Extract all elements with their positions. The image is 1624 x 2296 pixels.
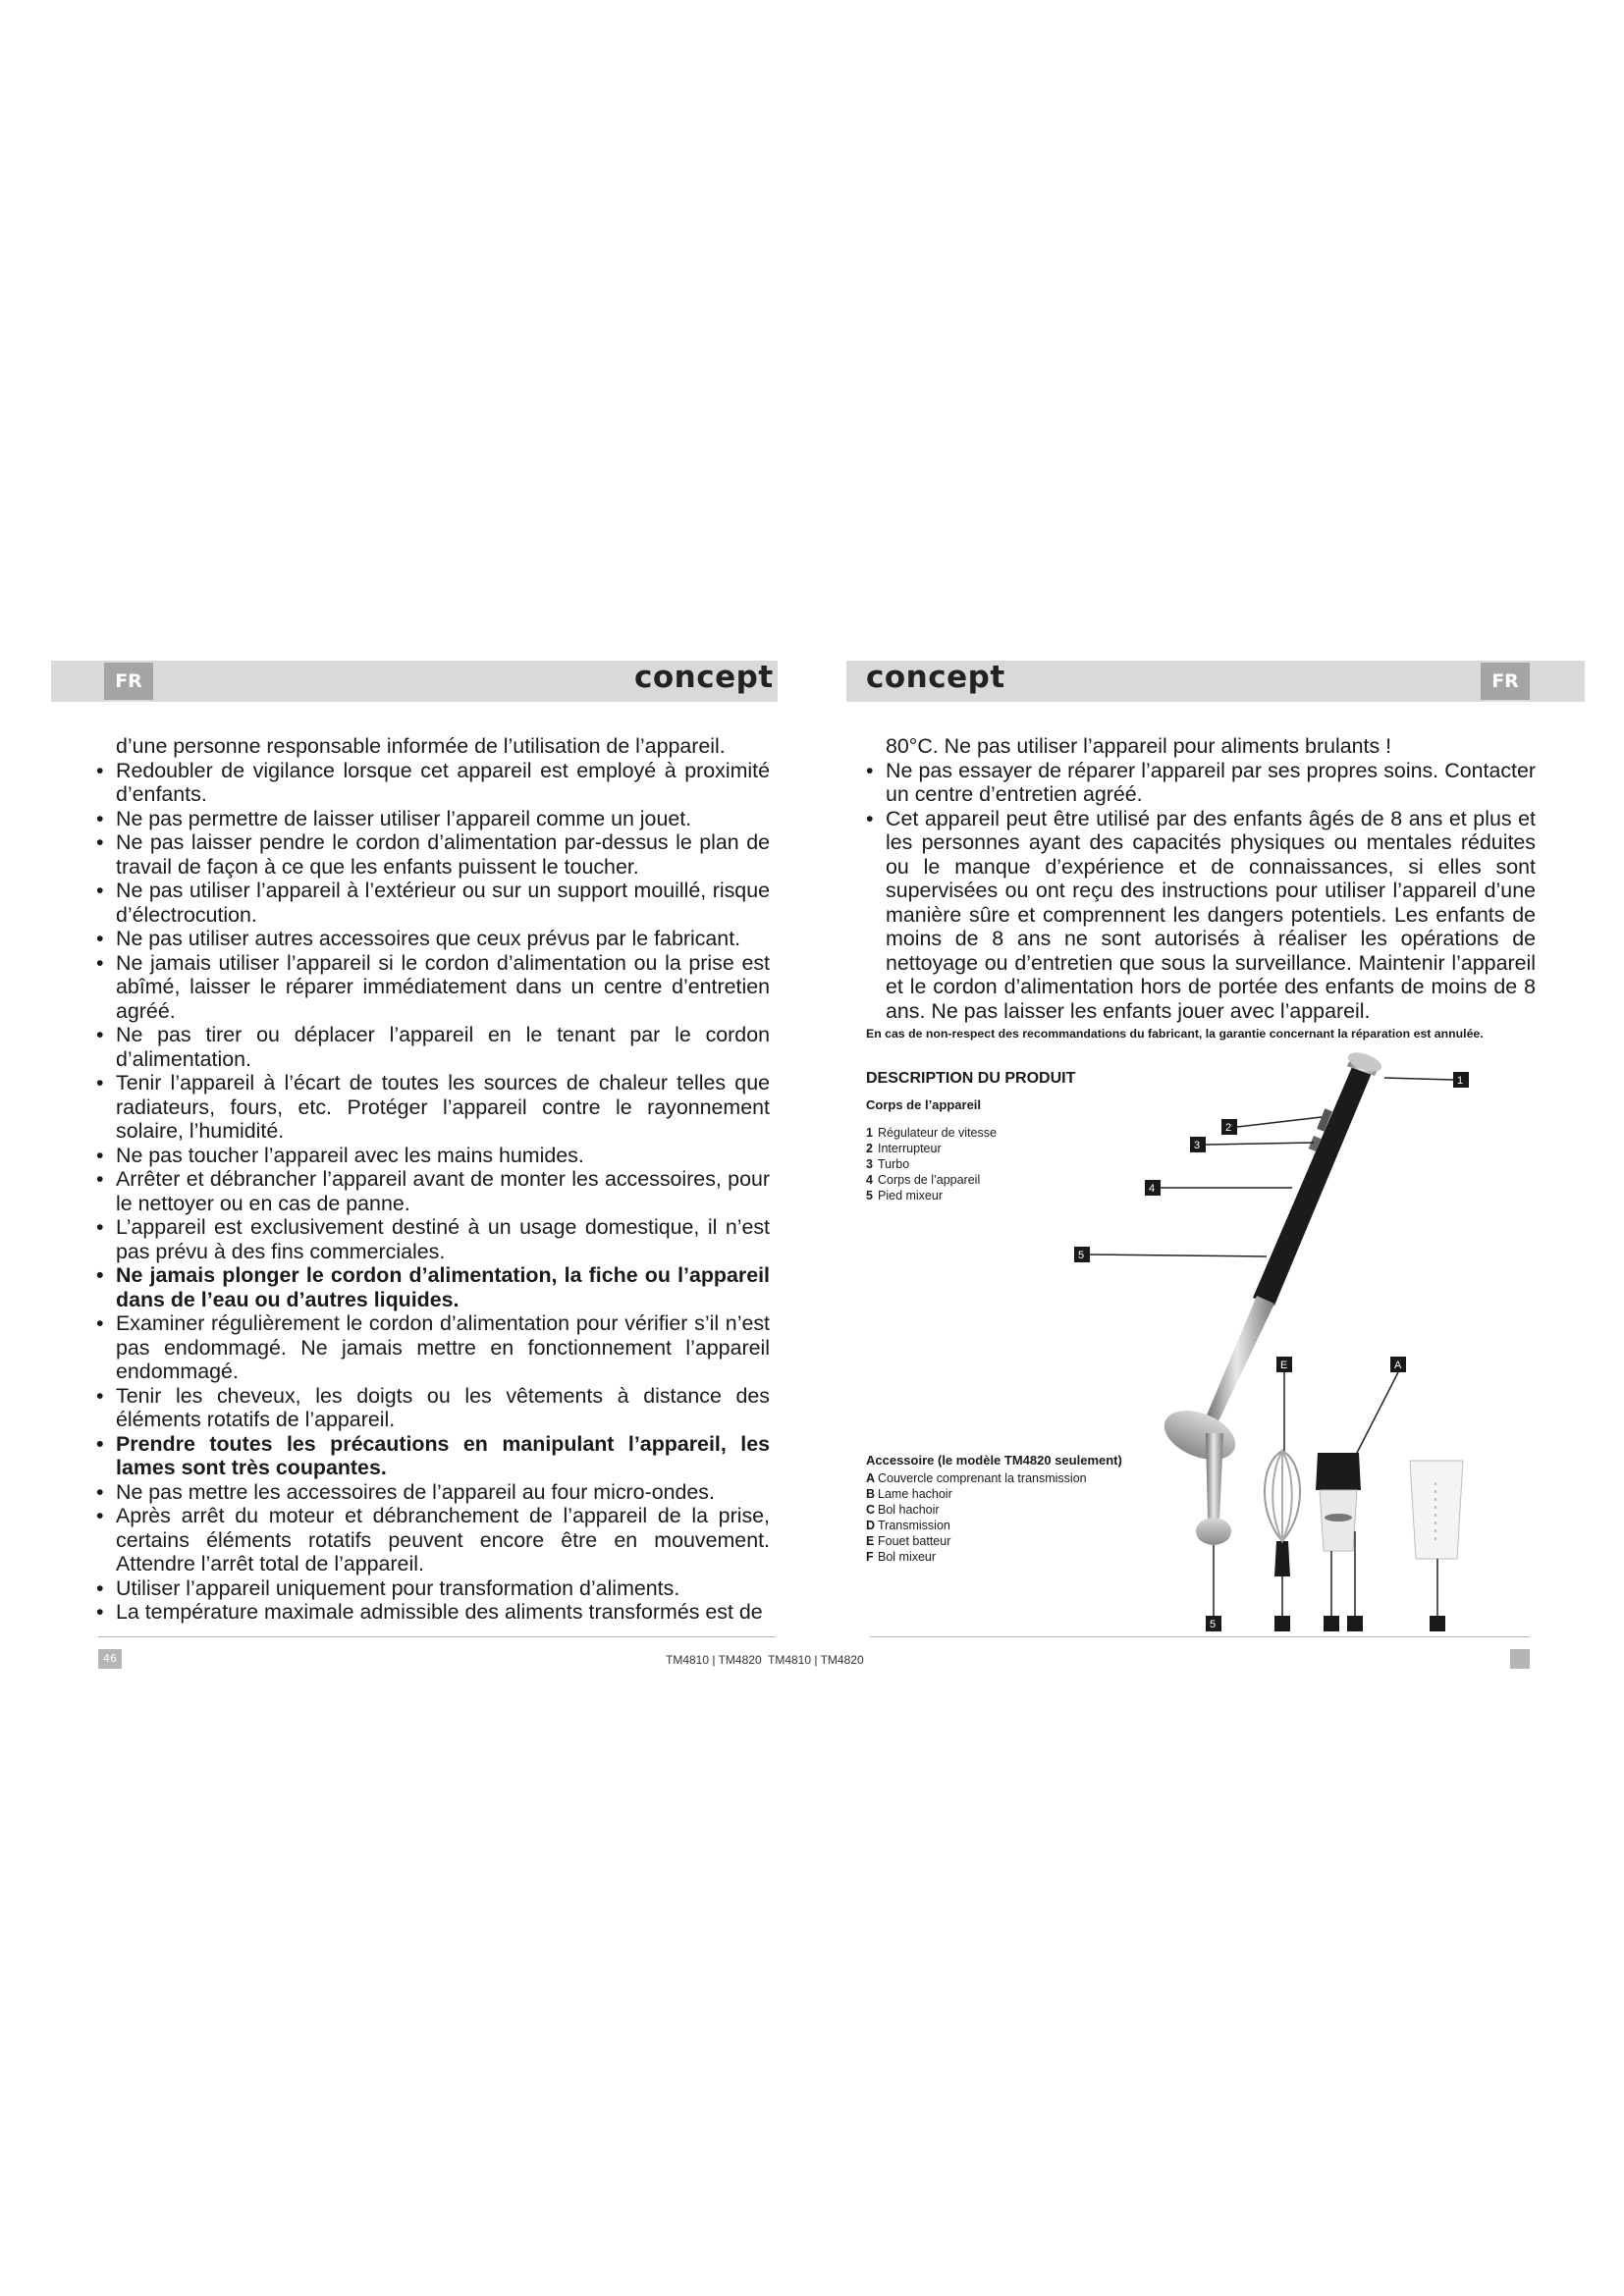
svg-text:3: 3	[1194, 1140, 1201, 1151]
legend-row	[866, 1156, 997, 1172]
body-parts-title: Corps de l’appareil	[866, 1097, 982, 1112]
chopper-bowl-icon	[1316, 1453, 1361, 1551]
safety-item: • Ne pas utiliser autres accessoires que ceux prévus par le fabricant.	[96, 927, 770, 951]
safety-item: • Cet appareil peut être utilisé par des enfants âgés de 8 ans et plus et les personnes ayant des capacités physiques ou mentales réduites ou le manque d’expérience et de connaissances, si elles sont supervisées ou ont reçu des instructions pour utiliser l’appareil d’une manière sûre et comprennent les dangers potentiels. Les enfants de moins de 8 ans ne sont autorisés à réaliser les opérations de nettoyage ou d’entretien que sous la surveillance. Maintenir l’appareil et le cordon d’alimentation hors de portée des enfants de moins de 8 ans. Ne pas laisser les enfants jouer avec l’appareil.	[866, 807, 1536, 1024]
legend-key: E	[866, 1534, 875, 1548]
footer-rule-right	[870, 1636, 1530, 1637]
svg-text:4: 4	[1149, 1183, 1156, 1195]
warranty-warning: En cas de non-respect des recommandations du fabricant, la garantie concernant la réparation est annulée.	[866, 1027, 1484, 1041]
svg-text:5: 5	[1078, 1250, 1085, 1261]
legend-key: C	[866, 1503, 876, 1517]
safety-item: • Ne pas permettre de laisser utiliser l’appareil comme un jouet.	[96, 807, 770, 831]
legend-label: Régulateur de vitesse	[878, 1126, 997, 1140]
safety-item: • Examiner régulièrement le cordon d’alimentation pour vérifier s’il n’est pas endommagé. Ne jamais mettre en fonctionnement l’appareil endommagé.	[96, 1311, 770, 1384]
legend-label: Bol hachoir	[878, 1503, 940, 1517]
safety-item: • Utiliser l’appareil uniquement pour transformation d’aliments.	[96, 1576, 770, 1601]
safety-item: • Tenir les cheveux, les doigts ou les vêtements à distance des éléments rotatifs de l’appareil.	[96, 1384, 770, 1432]
legend-key: 1	[866, 1126, 873, 1140]
safety-item: • Ne pas utiliser l’appareil à l’extérieur ou sur un support mouillé, risque d’électrocution.	[96, 879, 770, 927]
svg-text:E: E	[1280, 1360, 1288, 1371]
safety-item: • Tenir l’appareil à l’écart de toutes les sources de chaleur telles que radiateurs, fours, etc. Protéger l’appareil contre le rayonnement solaire, l’humidité.	[96, 1071, 770, 1144]
legend-key: F	[866, 1550, 874, 1564]
safety-item: • L’appareil est exclusivement destiné à un usage domestique, il n’est pas prévu à des fins commerciales.	[96, 1215, 770, 1263]
footer-rule-left	[98, 1636, 776, 1637]
legend-key: 2	[866, 1142, 873, 1155]
legend-label: Fouet batteur	[878, 1534, 951, 1548]
safety-item: • Ne pas mettre les accessoires de l’appareil au four micro-ondes.	[96, 1480, 770, 1505]
svg-text:1: 1	[1457, 1075, 1464, 1087]
lang-badge-left: FR	[104, 663, 153, 700]
safety-item: • Ne pas toucher l’appareil avec les mains humides.	[96, 1144, 770, 1168]
mixing-beaker-icon	[1410, 1461, 1463, 1559]
legend-row	[866, 1502, 1087, 1518]
legend-key: B	[866, 1487, 876, 1501]
left-column	[96, 734, 770, 1625]
legend-row	[866, 1533, 1087, 1549]
svg-text:A: A	[1394, 1360, 1402, 1371]
continued-text-right: 80°C. Ne pas utiliser l’appareil pour aliments brulants !	[886, 734, 1392, 758]
legend-label: Pied mixeur	[878, 1189, 943, 1202]
page-number-left: 46	[98, 1649, 122, 1669]
legend-row	[866, 1188, 997, 1203]
legend-label: Couvercle comprenant la transmission	[878, 1471, 1087, 1485]
legend-row	[866, 1125, 997, 1141]
legend-label: Turbo	[878, 1157, 910, 1171]
brand-logo-right: concept	[866, 660, 1005, 695]
safety-item: • Arrêter et débrancher l’appareil avant de monter les accessoires, pour le nettoyer ou en cas de panne.	[96, 1167, 770, 1215]
legend-row	[866, 1172, 997, 1188]
legend-key: D	[866, 1519, 876, 1532]
svg-text:2: 2	[1225, 1122, 1232, 1134]
legend-row	[866, 1549, 1087, 1565]
safety-item: • Ne jamais utiliser l’appareil si le cordon d’alimentation ou la prise est abîmé, laisser le réparer immédiatement dans un centre d’entretien agréé.	[96, 951, 770, 1024]
legend-label: Bol mixeur	[878, 1550, 937, 1564]
legend-row	[866, 1141, 997, 1156]
hand-blender-icon	[1158, 1050, 1384, 1469]
product-illustration	[1060, 1050, 1542, 1639]
legend-row	[866, 1486, 1087, 1502]
legend-key: 5	[866, 1189, 873, 1202]
safety-item: • Redoubler de vigilance lorsque cet appareil est employé à proximité d’enfants.	[96, 759, 770, 807]
body-parts-list	[866, 1125, 997, 1203]
legend-row	[866, 1518, 1087, 1533]
safety-item: • Ne pas essayer de réparer l’appareil par ses propres soins. Contacter un centre d’entretien agréé.	[866, 759, 1536, 807]
lang-badge-right: FR	[1481, 663, 1530, 700]
legend-key: 3	[866, 1157, 873, 1171]
safety-list-left	[96, 759, 770, 1625]
legend-label: Transmission	[878, 1519, 950, 1532]
safety-item: • Ne pas tirer ou déplacer l’appareil en le tenant par le cordon d’alimentation.	[96, 1023, 770, 1071]
accessories-title: Accessoire (le modèle TM4820 seulement)	[866, 1453, 1122, 1468]
safety-item: • Après arrêt du moteur et débranchement de l’appareil de la prise, certains éléments rotatifs peuvent encore être en mouvement. Attendre l’arrêt total de l’appareil.	[96, 1504, 770, 1576]
accessories-list	[866, 1470, 1087, 1565]
brand-logo-left: concept	[634, 660, 774, 695]
product-description-title: DESCRIPTION DU PRODUIT	[866, 1070, 1076, 1087]
safety-item: • La température maximale admissible des aliments transformés est de	[96, 1600, 770, 1625]
model-label-left: TM4810 | TM4820	[666, 1653, 762, 1667]
safety-item: • Ne jamais plonger le cordon d’alimentation, la fiche ou l’appareil dans de l’eau ou d’autres liquides.	[96, 1263, 770, 1311]
model-label-right: TM4810 | TM4820	[768, 1653, 864, 1667]
svg-text:5: 5	[1210, 1619, 1217, 1630]
legend-key: 4	[866, 1173, 873, 1187]
safety-item: • Ne pas laisser pendre le cordon d’alimentation par-dessus le plan de travail de façon à ce que les enfants puissent le toucher.	[96, 830, 770, 879]
safety-item: • Prendre toutes les précautions en manipulant l’appareil, les lames sont très coupantes.	[96, 1432, 770, 1480]
legend-label: Lame hachoir	[878, 1487, 952, 1501]
right-column	[866, 734, 1536, 1023]
continued-text: d’une personne responsable informée de l’utilisation de l’appareil.	[116, 734, 726, 758]
whisk-icon	[1265, 1451, 1300, 1576]
legend-key: A	[866, 1471, 876, 1485]
legend-label: Interrupteur	[878, 1142, 942, 1155]
safety-list-right	[866, 759, 1536, 1024]
legend-label: Corps de l’appareil	[878, 1173, 981, 1187]
page-number-right-box	[1510, 1649, 1530, 1669]
legend-row	[866, 1470, 1087, 1486]
